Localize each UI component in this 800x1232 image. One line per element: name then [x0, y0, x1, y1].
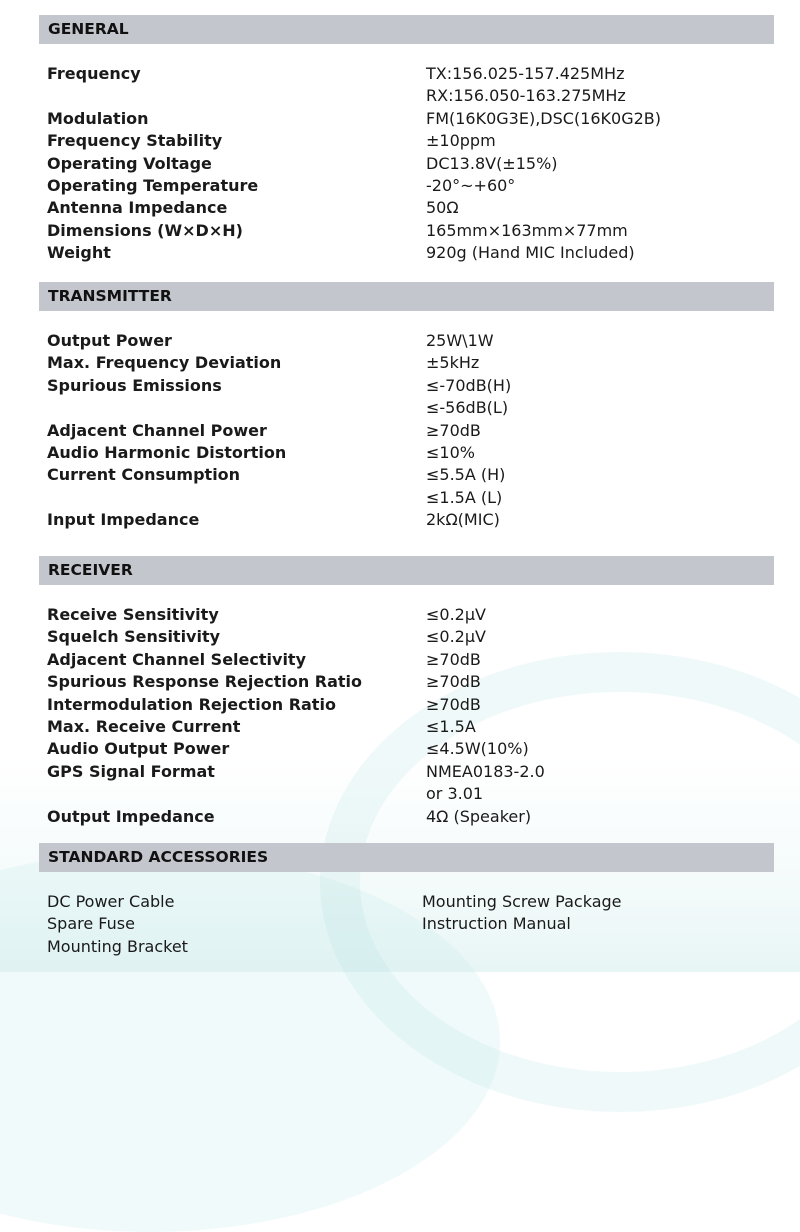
- spec-value: ≥70dB: [426, 694, 481, 714]
- spec-value: ≤1.5A (L): [426, 487, 503, 507]
- spec-value: 4Ω (Speaker): [426, 806, 532, 826]
- spec-row: [0, 352, 800, 374]
- spec-row: [0, 130, 800, 152]
- spec-label: Current Consumption: [47, 465, 241, 485]
- accessory-item: Instruction Manual: [422, 914, 571, 934]
- spec-label: Squelch Sensitivity: [47, 627, 221, 647]
- spec-label: Operating Temperature: [47, 176, 259, 195]
- spec-value: -20°~+60°: [426, 176, 516, 195]
- spec-value: FM(16K0G3E),DSC(16K0G2B): [426, 108, 662, 128]
- spec-row: [0, 420, 800, 442]
- spec-row: [0, 108, 800, 130]
- spec-value: ±5kHz: [426, 353, 480, 373]
- spec-label: Spurious Response Rejection Ratio: [47, 672, 363, 692]
- spec-row: [0, 242, 800, 264]
- spec-label: Adjacent Channel Selectivity: [47, 649, 306, 669]
- spec-value: 165mm×163mm×77mm: [426, 220, 628, 240]
- spec-row: [0, 330, 800, 352]
- spec-value: ≥70dB: [426, 649, 481, 669]
- spec-row: [0, 397, 800, 419]
- accessory-item: Mounting Screw Package: [422, 892, 622, 911]
- spec-value: or 3.01: [426, 784, 484, 804]
- spec-label: Input Impedance: [47, 510, 200, 530]
- section-header-receiver: RECEIVER: [39, 556, 774, 585]
- spec-row: [0, 649, 800, 671]
- spec-value: DC13.8V(±15%): [426, 153, 558, 173]
- spec-value: 25W\1W: [426, 331, 494, 350]
- accessory-item: Mounting Bracket: [47, 936, 188, 956]
- spec-row: [0, 783, 800, 805]
- spec-value: TX:156.025-157.425MHz: [426, 64, 625, 83]
- spec-value: 920g (Hand MIC Included): [426, 243, 635, 263]
- spec-value: ≤10%: [426, 443, 475, 462]
- spec-value: NMEA0183-2.0: [426, 761, 545, 781]
- spec-label: Frequency Stability: [47, 131, 223, 151]
- spec-row: [0, 738, 800, 760]
- spec-row: [0, 694, 800, 716]
- spec-label: Max. Frequency Deviation: [47, 353, 282, 373]
- spec-row: [0, 761, 800, 783]
- spec-label: Adjacent Channel Power: [47, 420, 267, 440]
- spec-row: [0, 626, 800, 648]
- spec-label: Output Power: [47, 331, 172, 350]
- spec-row: [0, 220, 800, 242]
- spec-label: Spurious Emissions: [47, 375, 222, 395]
- spec-row: [0, 604, 800, 626]
- spec-value: ≤-56dB(L): [426, 398, 509, 418]
- spec-row: [0, 442, 800, 464]
- spec-label: Intermodulation Rejection Ratio: [47, 694, 336, 714]
- spec-row: [0, 63, 800, 85]
- spec-label: Operating Voltage: [47, 153, 212, 173]
- spec-value: ≥70dB: [426, 420, 481, 440]
- spec-row: [0, 806, 800, 828]
- section-header-transmitter: TRANSMITTER: [39, 282, 774, 311]
- spec-value: ≤1.5A: [426, 717, 476, 736]
- spec-label: Antenna Impedance: [47, 198, 228, 218]
- spec-label: Modulation: [47, 108, 149, 128]
- spec-value: ≤0.2μV: [426, 605, 486, 624]
- spec-row: [0, 85, 800, 107]
- spec-row: [0, 375, 800, 397]
- spec-value: 2kΩ(MIC): [426, 510, 500, 530]
- accessory-item: DC Power Cable: [47, 892, 175, 911]
- spec-value: ≤-70dB(H): [426, 375, 512, 395]
- spec-label: Frequency: [47, 64, 141, 83]
- accessory-item: Spare Fuse: [47, 914, 135, 934]
- spec-row: [0, 671, 800, 693]
- spec-value: 50Ω: [426, 198, 459, 218]
- spec-label: Audio Harmonic Distortion: [47, 443, 287, 462]
- spec-value: ≥70dB: [426, 672, 481, 692]
- spec-value: RX:156.050-163.275MHz: [426, 86, 626, 106]
- spec-label: Weight: [47, 243, 111, 263]
- section-header-accessories: STANDARD ACCESSORIES: [39, 843, 774, 872]
- spec-row: [0, 716, 800, 738]
- spec-label: Max. Receive Current: [47, 717, 241, 736]
- spec-value: ≤0.2μV: [426, 627, 486, 647]
- spec-row: [0, 197, 800, 219]
- spec-row: [0, 175, 800, 197]
- spec-row: [0, 464, 800, 486]
- spec-row: [0, 509, 800, 531]
- spec-value: ≤5.5A (H): [426, 465, 506, 485]
- section-header-general: GENERAL: [39, 15, 774, 44]
- spec-label: GPS Signal Format: [47, 761, 215, 781]
- spec-value: ±10ppm: [426, 131, 496, 151]
- spec-row: [0, 487, 800, 509]
- spec-value: ≤4.5W(10%): [426, 739, 529, 759]
- spec-label: Receive Sensitivity: [47, 605, 219, 624]
- spec-row: [0, 153, 800, 175]
- spec-label: Audio Output Power: [47, 739, 230, 759]
- spec-label: Output Impedance: [47, 806, 215, 826]
- spec-label: Dimensions (W×D×H): [47, 220, 243, 240]
